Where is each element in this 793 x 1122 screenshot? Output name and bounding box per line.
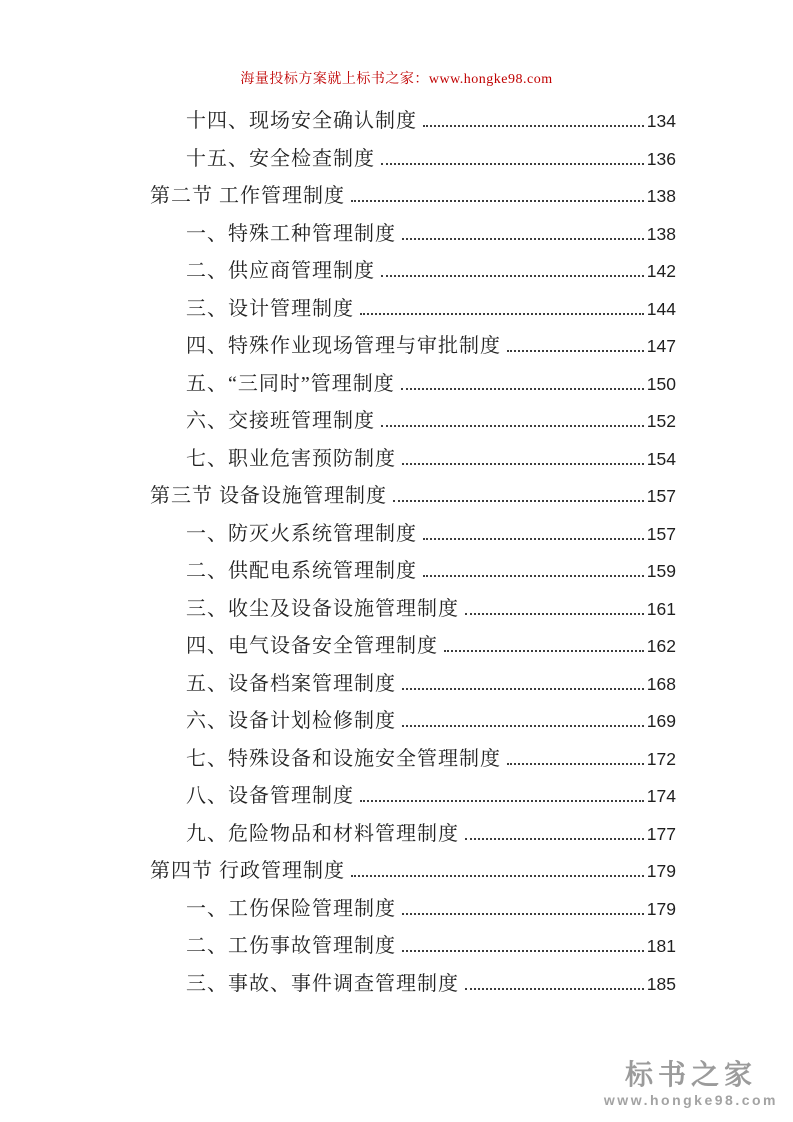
toc-dot-leader xyxy=(444,650,644,652)
toc-entry-label: 五、“三同时”管理制度 xyxy=(186,372,395,395)
toc-entry xyxy=(150,403,676,441)
toc-dot-leader xyxy=(401,388,644,390)
toc-entry xyxy=(150,103,676,141)
toc-entry-page-number: 134 xyxy=(646,111,676,131)
toc-entry-page-number: 147 xyxy=(646,336,676,356)
toc-entry-page-number: 157 xyxy=(646,523,676,544)
watermark-logo-text: 标书之家 xyxy=(624,1059,757,1090)
toc-entry xyxy=(150,441,676,479)
toc-entry-label: 二、供应商管理制度 xyxy=(186,260,375,282)
toc-entry-label: 七、特殊设备和设施安全管理制度 xyxy=(186,747,501,770)
toc-entry-page-number: 169 xyxy=(646,711,676,731)
toc-entry xyxy=(150,703,676,741)
toc-entry-label: 三、设计管理制度 xyxy=(186,297,354,320)
toc-entry xyxy=(150,253,676,291)
toc-entry-label: 三、事故、事件调查管理制度 xyxy=(186,972,459,995)
toc-entry-page-number: 161 xyxy=(646,598,676,619)
toc-dot-leader xyxy=(381,275,644,277)
toc-entry xyxy=(150,141,676,179)
toc-entry-page-number: 185 xyxy=(646,973,676,994)
toc-entry-page-number: 172 xyxy=(646,748,676,769)
header-promo-text: 海量投标方案就上标书之家：www.hongke98.com xyxy=(240,72,553,87)
toc-dot-leader xyxy=(381,425,644,427)
toc-entry-label: 七、职业危害预防制度 xyxy=(186,447,396,470)
toc-dot-leader xyxy=(360,313,644,315)
toc-entry-label: 二、工伤事故管理制度 xyxy=(186,935,396,957)
toc-dot-leader xyxy=(351,200,644,202)
watermark xyxy=(604,1060,778,1108)
toc-entry xyxy=(150,478,676,516)
toc-entry xyxy=(150,928,676,966)
toc-dot-leader xyxy=(423,538,644,540)
toc-dot-leader xyxy=(507,350,644,352)
toc-dot-leader xyxy=(423,125,644,127)
toc-entry-label: 一、工伤保险管理制度 xyxy=(186,897,396,920)
page-header xyxy=(0,68,793,88)
toc-entry-label: 十四、现场安全确认制度 xyxy=(186,110,417,132)
toc-dot-leader xyxy=(507,763,644,765)
toc-entry-page-number: 136 xyxy=(646,148,676,169)
toc-dot-leader xyxy=(465,838,644,840)
toc-entry-label: 一、防灭火系统管理制度 xyxy=(186,522,417,545)
toc-entry-page-number: 138 xyxy=(646,186,676,206)
toc-entry-page-number: 150 xyxy=(646,373,676,394)
toc-entry-label: 八、设备管理制度 xyxy=(186,785,354,807)
toc-entry-label: 二、供配电系统管理制度 xyxy=(186,560,417,582)
toc-entry-page-number: 168 xyxy=(646,673,676,694)
toc-entry-label: 一、特殊工种管理制度 xyxy=(186,222,396,245)
toc-entry xyxy=(150,591,676,629)
toc-dot-leader xyxy=(402,688,644,690)
toc-entry-label: 第三节 设备设施管理制度 xyxy=(150,485,387,507)
toc-entry-page-number: 179 xyxy=(646,861,676,881)
toc-entry xyxy=(150,516,676,554)
toc-entry-page-number: 138 xyxy=(646,223,676,244)
toc-entry xyxy=(150,891,676,929)
toc-entry-label: 十五、安全检查制度 xyxy=(186,147,375,170)
toc-dot-leader xyxy=(465,988,644,990)
toc-entry xyxy=(150,666,676,704)
toc-entry-page-number: 157 xyxy=(646,486,676,506)
toc-entry xyxy=(150,628,676,666)
toc-entry xyxy=(150,216,676,254)
toc-entry-label: 四、特殊作业现场管理与审批制度 xyxy=(186,335,501,357)
toc-entry xyxy=(150,178,676,216)
toc-dot-leader xyxy=(360,800,644,802)
toc-dot-leader xyxy=(351,875,644,877)
toc-list xyxy=(150,103,676,1003)
toc-entry xyxy=(150,553,676,591)
toc-dot-leader xyxy=(402,950,644,952)
toc-entry-page-number: 152 xyxy=(646,411,676,431)
toc-entry xyxy=(150,778,676,816)
toc-entry-page-number: 144 xyxy=(646,298,676,319)
toc-entry-page-number: 179 xyxy=(646,898,676,919)
toc-entry-page-number: 154 xyxy=(646,448,676,469)
toc-entry-page-number: 162 xyxy=(646,636,676,656)
toc-entry-page-number: 142 xyxy=(646,261,676,281)
toc-entry-label: 第二节 工作管理制度 xyxy=(150,185,345,207)
toc-entry-label: 九、危险物品和材料管理制度 xyxy=(186,822,459,845)
toc-entry-label: 三、收尘及设备设施管理制度 xyxy=(186,597,459,620)
toc-entry xyxy=(150,816,676,854)
toc-dot-leader xyxy=(381,163,644,165)
toc-entry xyxy=(150,966,676,1004)
toc-dot-leader xyxy=(402,725,644,727)
toc-dot-leader xyxy=(423,575,644,577)
toc-entry xyxy=(150,853,676,891)
toc-entry xyxy=(150,366,676,404)
watermark-url: www.hongke98.com xyxy=(603,1092,778,1108)
toc-entry-page-number: 174 xyxy=(646,786,676,806)
toc-entry-page-number: 159 xyxy=(646,561,676,581)
toc-dot-leader xyxy=(465,613,644,615)
toc-entry-label: 五、设备档案管理制度 xyxy=(186,672,396,695)
toc-dot-leader xyxy=(393,500,644,502)
toc-entry-label: 四、电气设备安全管理制度 xyxy=(186,635,438,657)
toc-entry-page-number: 177 xyxy=(646,823,676,844)
toc-entry-page-number: 181 xyxy=(646,936,676,956)
toc-entry xyxy=(150,291,676,329)
toc-entry-label: 六、设备计划检修制度 xyxy=(186,710,396,732)
toc-entry xyxy=(150,741,676,779)
toc-dot-leader xyxy=(402,463,644,465)
toc-entry-label: 第四节 行政管理制度 xyxy=(150,860,345,882)
toc-dot-leader xyxy=(402,913,644,915)
toc-dot-leader xyxy=(402,238,644,240)
toc-entry-label: 六、交接班管理制度 xyxy=(186,410,375,432)
toc-entry xyxy=(150,328,676,366)
